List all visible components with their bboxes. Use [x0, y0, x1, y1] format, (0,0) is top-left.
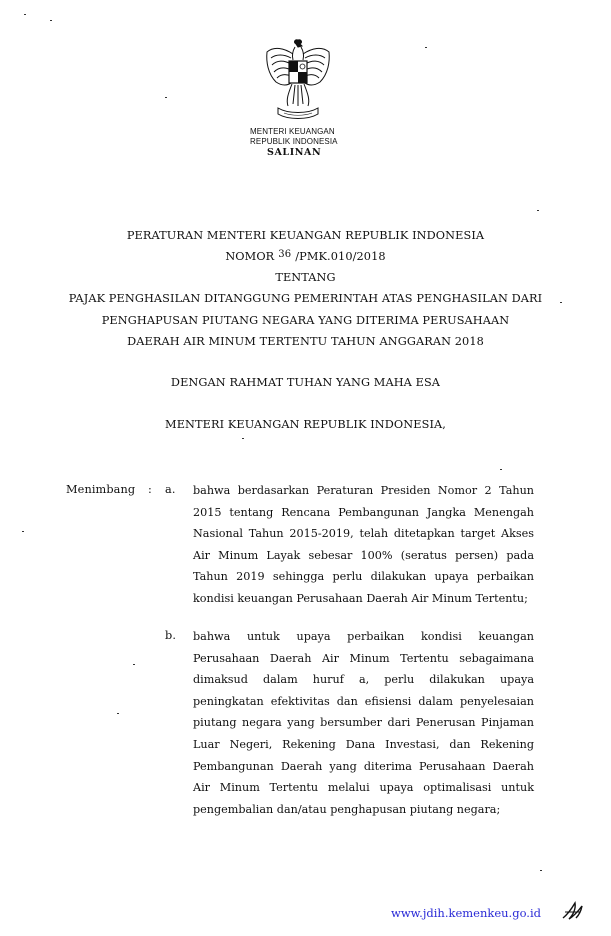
- scan-speck: [117, 713, 119, 714]
- garuda-emblem-icon: [262, 38, 334, 124]
- scan-speck: [537, 210, 539, 211]
- scan-speck: [425, 47, 427, 48]
- regulation-number: [0, 246, 611, 269]
- item-b-text: bahwa untuk upaya perbaikan kondisi keuangan Perusahaan Daerah Air Minum Tertentu sebagaimana dimaksud dalam huruf a, perlu dilakukan upaya peningkatan efektivitas dan efisiensi dalam penyelesaian piutang negara yang bersumber dari Penerusan Pinjaman Luar Negeri, Rekening Dana Investasi, dan Rekening Pembangunan Daerah yang diterima Perusahaan Daerah Air Minum Tertentu melalui upaya optimalisasi untuk pengembalian dan/atau penghapusan piutang negara;: [193, 630, 534, 816]
- kop-menteri: MENTERI KEUANGAN: [250, 127, 335, 136]
- scan-speck: [22, 531, 24, 532]
- rahmat-line: DENGAN RAHMAT TUHAN YANG MAHA ESA: [170, 376, 441, 389]
- scan-speck: [24, 14, 26, 15]
- scan-speck: [133, 664, 135, 665]
- subject-line-3: DAERAH AIR MINUM TERTENTU TAHUN ANGGARAN 2018: [127, 335, 484, 348]
- menimbang-label: Menimbang: [66, 483, 136, 496]
- nomor-value: 36: [278, 249, 292, 260]
- tentang-label: TENTANG: [275, 271, 336, 284]
- subject-line-2: PENGHAPUSAN PIUTANG NEGARA YANG DITERIMA PERUSAHAAN: [101, 314, 510, 327]
- salinan-stamp: SALINAN: [267, 147, 322, 158]
- signature-initial-icon: [560, 900, 586, 922]
- scan-speck: [242, 438, 244, 439]
- nomor-suffix: /PMK.010/2018: [295, 250, 386, 263]
- scan-speck: [540, 870, 542, 871]
- item-a-marker: a.: [165, 483, 176, 496]
- kop-republik: REPUBLIK INDONESIA: [250, 137, 338, 146]
- scan-speck: [50, 20, 52, 21]
- scan-speck: [165, 97, 167, 98]
- subject-line-1: PAJAK PENGHASILAN DITANGGUNG PEMERINTAH ATAS PENGHASILAN DARI: [68, 292, 543, 305]
- scan-speck: [500, 469, 502, 470]
- menteri-line: MENTERI KEUANGAN REPUBLIK INDONESIA,: [165, 418, 446, 431]
- item-a-text: bahwa berdasarkan Peraturan Presiden Nomor 2 Tahun 2015 tentang Rencana Pembangunan Jangka Menengah Nasional Tahun 2015-2019, telah ditetapkan target Akses Air Minum Layak sebesar 100% (seratus persen) pada Tahun 2019 sehingga perlu dilakukan upaya perbaikan kondisi keuangan Perusahaan Daerah Air Minum Tertentu;: [193, 484, 534, 605]
- footer-url-link[interactable]: www.jdih.kemenkeu.go.id: [391, 906, 541, 920]
- scan-speck: [560, 302, 562, 303]
- item-b-marker: b.: [165, 629, 177, 642]
- regulation-title: PERATURAN MENTERI KEUANGAN REPUBLIK INDONESIA: [126, 229, 485, 242]
- menimbang-colon: :: [148, 483, 152, 496]
- nomor-label: NOMOR: [225, 250, 275, 263]
